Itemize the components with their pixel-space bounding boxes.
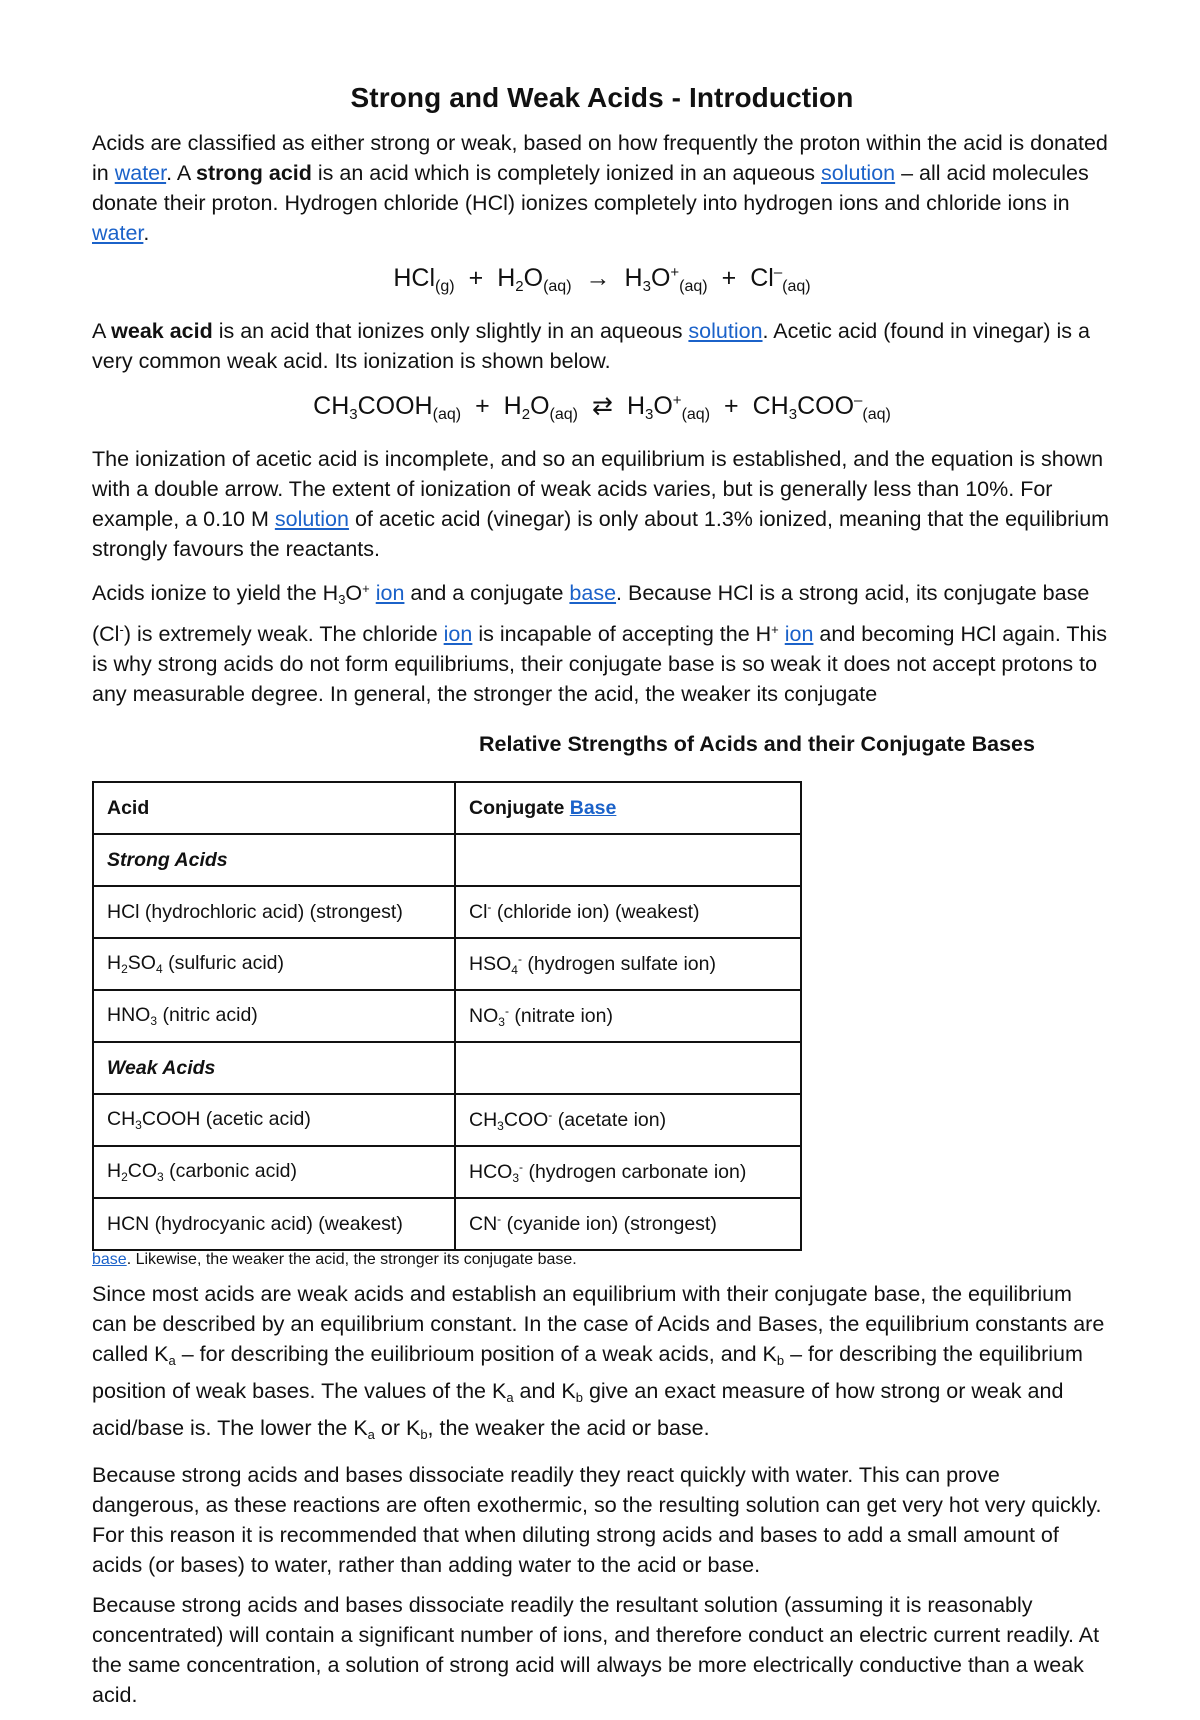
link-base[interactable]: Base bbox=[569, 796, 617, 819]
superscript: - bbox=[519, 1159, 524, 1174]
subscript: 3 bbox=[135, 1118, 142, 1132]
text: Cl bbox=[469, 901, 488, 923]
document-page bbox=[92, 82, 1112, 1720]
superscript: - bbox=[548, 1107, 553, 1122]
link-base[interactable]: base bbox=[92, 1251, 127, 1268]
eq-term: CH bbox=[313, 392, 350, 420]
superscript: - bbox=[504, 1003, 509, 1018]
table-row bbox=[93, 1198, 801, 1250]
eq-state: (aq) bbox=[862, 406, 891, 423]
table-cell-acid bbox=[93, 990, 455, 1042]
table-header-base bbox=[455, 782, 801, 834]
text: (nitrate ion) bbox=[508, 1004, 613, 1027]
table-cell-base bbox=[455, 990, 801, 1042]
link-ion[interactable]: ion bbox=[375, 581, 405, 605]
text: Conjugate bbox=[469, 796, 570, 819]
eq-term: HCl bbox=[393, 264, 436, 292]
subscript: 2 bbox=[121, 962, 128, 976]
text: (sulfuric acid) bbox=[162, 952, 285, 974]
table-row bbox=[93, 1146, 801, 1198]
table-section-weak: Weak Acids bbox=[93, 1042, 455, 1094]
eq-state: (aq) bbox=[679, 278, 708, 295]
table-row bbox=[93, 834, 801, 886]
equation-acetic-acid-ionization bbox=[92, 386, 1112, 430]
eq-state: (aq) bbox=[782, 278, 811, 295]
eq-state: (aq) bbox=[432, 406, 462, 423]
table-cell-base bbox=[455, 1198, 801, 1250]
eq-plus: + bbox=[721, 264, 737, 292]
link-solution[interactable]: solution bbox=[274, 507, 349, 531]
text: (hydrogen carbonate ion) bbox=[523, 1160, 747, 1183]
eq-state: (aq) bbox=[543, 278, 572, 295]
table-row bbox=[93, 886, 801, 938]
eq-subscript: 2 bbox=[515, 278, 524, 295]
subscript: 4 bbox=[155, 962, 163, 976]
text: give an exact measure of how strong or weak and acid/base is. The lower the K bbox=[92, 1379, 1064, 1440]
equation-hcl-ionization bbox=[92, 258, 1112, 302]
eq-term: H bbox=[503, 392, 522, 420]
text: SO bbox=[127, 952, 156, 974]
table-title: Relative Strengths of Acids and their Conjugate Bases bbox=[479, 732, 1035, 756]
text: CH bbox=[107, 1108, 136, 1130]
text: HNO bbox=[107, 1004, 151, 1026]
eq-arrow: → bbox=[585, 264, 611, 292]
table-section-strong: Strong Acids bbox=[93, 834, 455, 886]
text: COO bbox=[503, 1108, 549, 1131]
table-cell-acid: HCl (hydrochloric acid) (strongest) bbox=[93, 886, 455, 938]
eq-superscript: – bbox=[773, 264, 783, 281]
eq-plus: + bbox=[475, 392, 490, 420]
text: Acids ionize to yield the H bbox=[92, 581, 339, 605]
eq-subscript: 3 bbox=[788, 406, 798, 423]
superscript: - bbox=[517, 951, 522, 966]
subscript: 3 bbox=[512, 1170, 520, 1185]
eq-superscript: + bbox=[670, 264, 680, 281]
table-cell-acid: HCN (hydrocyanic acid) (weakest) bbox=[93, 1198, 455, 1250]
text: and a conjugate bbox=[404, 581, 570, 605]
text: – for describing the equilibrium position of weak bases. The values of the K bbox=[92, 1342, 1083, 1403]
subscript: b bbox=[575, 1390, 583, 1405]
table-cell-base bbox=[455, 1094, 801, 1146]
table-row bbox=[93, 782, 801, 834]
eq-subscript: 2 bbox=[521, 406, 531, 423]
eq-term: O bbox=[523, 264, 544, 292]
text: or K bbox=[374, 1416, 421, 1440]
page-title: Strong and Weak Acids - Introduction bbox=[350, 82, 854, 113]
table-cell-empty bbox=[455, 834, 801, 886]
superscript: + bbox=[771, 622, 779, 637]
text: CH bbox=[469, 1108, 498, 1131]
subscript: 3 bbox=[497, 1118, 504, 1133]
text: NO bbox=[469, 1004, 499, 1027]
text: H bbox=[107, 952, 122, 974]
table-cell-base bbox=[455, 886, 801, 938]
text: and K bbox=[513, 1379, 576, 1403]
eq-term: CH bbox=[752, 392, 789, 420]
text: H bbox=[107, 1160, 122, 1182]
subscript: a bbox=[168, 1353, 176, 1368]
eq-term: H bbox=[497, 264, 516, 292]
eq-plus: + bbox=[724, 392, 739, 420]
table-row bbox=[93, 938, 801, 990]
link-solution[interactable]: solution bbox=[688, 319, 763, 343]
eq-term: O bbox=[530, 392, 550, 420]
text: of acetic acid (vinegar) is only about 1.3% ionized, meaning that the equilibrium strongly favours the reactants. bbox=[92, 507, 1110, 561]
text: . Because HCl is a strong acid, its conjugate base (Cl bbox=[92, 581, 1090, 646]
subscript: 3 bbox=[338, 592, 346, 607]
table-cell-base bbox=[455, 1146, 801, 1198]
superscript: - bbox=[487, 900, 492, 914]
subscript: 4 bbox=[511, 962, 518, 977]
table-row bbox=[93, 1042, 801, 1094]
superscript: + bbox=[362, 581, 370, 596]
table-row bbox=[93, 1094, 801, 1146]
text: O bbox=[345, 581, 363, 605]
subscript: 3 bbox=[157, 1170, 164, 1184]
text: and becoming HCl again. This is why strong acids do not form equilibriums, their conjugate base is so weak it does not accept protons to any measurable degree. In general, the stronger the acid, the weaker its conjugate bbox=[92, 622, 1108, 706]
table-cell-empty bbox=[455, 1042, 801, 1094]
acid-strength-table bbox=[92, 781, 802, 1251]
eq-term: O bbox=[650, 264, 671, 292]
text: (hydrogen sulfate ion) bbox=[521, 952, 716, 975]
text: – all acid molecules donate their proton. Hydrogen chloride (HCl) ionizes completely into hydrogen ions and chloride ions in bbox=[92, 161, 1089, 215]
text: is incapable of accepting the H bbox=[472, 622, 772, 646]
term-strong-acid: strong acid bbox=[196, 161, 312, 185]
subscript: 3 bbox=[498, 1014, 505, 1029]
text: (nitric acid) bbox=[157, 1004, 258, 1026]
eq-superscript: + bbox=[672, 392, 682, 409]
text: , the weaker the acid or base. bbox=[427, 1416, 710, 1440]
text: Acids are classified as either strong or weak, based on how frequently the proton within the acid is donated in bbox=[92, 131, 1108, 185]
text: The ionization of acetic acid is incomplete, and so an equilibrium is established, and the equation is shown with a double arrow. The extent of ionization of weak acids varies, but is generally less than 10%. For example, a 0.10 M bbox=[92, 447, 1104, 531]
eq-term: COO bbox=[797, 392, 855, 420]
superscript: - bbox=[497, 1212, 502, 1226]
eq-double-arrow: ⇄ bbox=[591, 392, 613, 420]
eq-plus: + bbox=[468, 264, 484, 292]
superscript: - bbox=[119, 622, 124, 637]
paragraph-equilibrium bbox=[92, 444, 1112, 564]
link-solution[interactable]: solution bbox=[821, 161, 896, 185]
subscript: a bbox=[367, 1427, 375, 1442]
eq-state: (g) bbox=[435, 278, 455, 295]
link-base[interactable]: base bbox=[569, 581, 617, 605]
text: . Likewise, the weaker the acid, the stronger its conjugate base. bbox=[126, 1251, 577, 1268]
paragraph-equilibrium-constants bbox=[92, 1279, 1112, 1450]
table-cell-base bbox=[455, 938, 801, 990]
subscript: a bbox=[506, 1390, 514, 1405]
text: A bbox=[92, 319, 112, 343]
eq-term: H bbox=[626, 392, 645, 420]
table-cell-acid bbox=[93, 1094, 455, 1146]
table-header-acid: Acid bbox=[93, 782, 455, 834]
text: HCO bbox=[469, 1160, 513, 1183]
eq-term: COOH bbox=[357, 392, 433, 420]
text: – for describing the euilibrioum position of a weak acids, and K bbox=[175, 1342, 777, 1366]
text: Since most acids are weak acids and establish an equilibrium with their conjugate base, the equilibrium can be described by an equilibrium constant. In the case of Acids and Bases, the equilibrium constants are called K bbox=[92, 1282, 1105, 1366]
table-cell-acid bbox=[93, 938, 455, 990]
subscript: b bbox=[420, 1427, 428, 1442]
text: is an acid that ionizes only slightly in an aqueous bbox=[212, 319, 689, 343]
eq-subscript: 3 bbox=[645, 406, 654, 423]
text: CN bbox=[469, 1213, 498, 1235]
link-ion[interactable]: ion bbox=[784, 622, 814, 646]
eq-subscript: 3 bbox=[642, 278, 651, 295]
text: CO bbox=[127, 1160, 158, 1182]
text: (acetate ion) bbox=[552, 1108, 667, 1131]
text: . Acetic acid (found in vinegar) is a very common weak acid. Its ionization is shown below. bbox=[92, 319, 1090, 373]
text: . A bbox=[166, 161, 196, 185]
term-weak-acid: weak acid bbox=[111, 319, 213, 343]
subscript: 3 bbox=[150, 1014, 158, 1028]
text: (carbonic acid) bbox=[163, 1160, 298, 1182]
paragraph-conductivity: Because strong acids and bases dissociate readily the resultant solution (assuming it is reasonably concentrated) will contain a significant number of ions, and therefore conduct an electric current readily. At the same concentration, a solution of strong acid will always be more electrically conductive than a weak acid. bbox=[92, 1593, 1100, 1707]
eq-term: H bbox=[624, 264, 643, 292]
paragraph-weak-acid bbox=[92, 316, 1112, 376]
eq-subscript: 3 bbox=[349, 406, 358, 423]
paragraph-conjugate bbox=[92, 574, 1112, 756]
link-water[interactable]: water bbox=[114, 161, 167, 185]
eq-term: O bbox=[653, 392, 673, 420]
text: HSO bbox=[469, 952, 512, 975]
paragraph-safety: Because strong acids and bases dissociate readily they react quickly with water. This can prove dangerous, as these reactions are often exothermic, so the resulting solution can get very hot very quickly. For this reason it is recommended that when diluting strong acids and bases to add a small amount of acids (or bases) to water, rather than adding water to the acid or base. bbox=[92, 1463, 1102, 1577]
eq-superscript: – bbox=[854, 392, 863, 409]
link-ion[interactable]: ion bbox=[443, 622, 473, 646]
eq-term: Cl bbox=[750, 264, 774, 292]
text: (cyanide ion) (strongest) bbox=[501, 1213, 717, 1235]
table-row bbox=[93, 990, 801, 1042]
eq-state: (aq) bbox=[549, 406, 578, 423]
paragraph-intro bbox=[92, 128, 1112, 248]
link-water[interactable]: water bbox=[92, 221, 144, 245]
table-cell-acid bbox=[93, 1146, 455, 1198]
text: ) is extremely weak. The chloride bbox=[123, 622, 444, 646]
text: . bbox=[143, 221, 150, 245]
text: is an acid which is completely ionized in an aqueous bbox=[311, 161, 822, 185]
text: COOH (acetic acid) bbox=[141, 1108, 311, 1130]
subscript: 2 bbox=[121, 1170, 128, 1184]
text: (chloride ion) (weakest) bbox=[491, 901, 700, 923]
subscript: b bbox=[776, 1353, 785, 1368]
eq-state: (aq) bbox=[681, 406, 711, 423]
acid-strength-table-block bbox=[402, 709, 1112, 771]
